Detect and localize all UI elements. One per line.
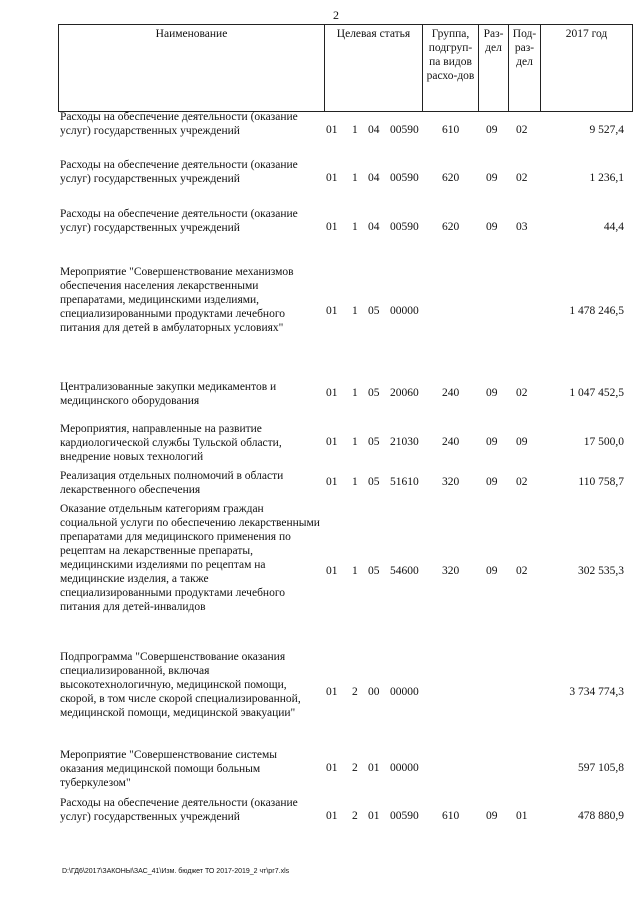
amount: 1 047 452,5 (569, 387, 624, 399)
subsection-code: 02 (516, 387, 528, 399)
group-code: 320 (442, 565, 460, 577)
subsection-code: 02 (516, 476, 528, 488)
amount: 597 105,8 (578, 762, 624, 774)
code-part-2: 2 (352, 686, 358, 698)
amount: 1 236,1 (589, 172, 624, 184)
code-part-3: 04 (368, 221, 380, 233)
header-group: Группа, подгруп-па видов расхо-дов (423, 25, 479, 112)
code-part-3: 04 (368, 172, 380, 184)
section-code: 09 (486, 565, 498, 577)
code-part-1: 01 (326, 221, 338, 233)
row-name: Централизованные закупки медикаментов и медицинского оборудования (60, 381, 277, 407)
code-part-1: 01 (326, 172, 338, 184)
code-part-3: 05 (368, 476, 380, 488)
section-code: 09 (486, 221, 498, 233)
code-part-2: 1 (352, 305, 358, 317)
subsection-code: 01 (516, 810, 528, 822)
code-part-3: 05 (368, 565, 380, 577)
header-year: 2017 год (541, 25, 633, 112)
row-name: Мероприятие "Совершенствование системы оказания медицинской помощи больным туберкулезом" (60, 749, 278, 789)
code-part-3: 04 (368, 124, 380, 136)
code-part-4: 00000 (390, 686, 419, 698)
row-name: Подпрограмма "Совершенствование оказания специализированной, включая высокотехнологичную, медицинской помощи, скорой, в том числе скорой специализированной, медицинской помощи, медицинской эвакуации" (60, 651, 301, 719)
code-part-1: 01 (326, 686, 338, 698)
amount: 478 880,9 (578, 810, 624, 822)
code-part-1: 01 (326, 476, 338, 488)
section-code: 09 (486, 810, 498, 822)
row-name: Расходы на обеспечение деятельности (оказание услуг) государственных учреждений (60, 111, 298, 137)
subsection-code: 02 (516, 565, 528, 577)
group-code: 620 (442, 172, 460, 184)
row-name: Мероприятия, направленные на развитие кардиологической службы Тульской области, внедрение новых технологий (60, 423, 282, 463)
section-code: 09 (486, 387, 498, 399)
code-part-2: 2 (352, 762, 358, 774)
amount: 17 500,0 (583, 436, 624, 448)
code-part-4: 20060 (390, 387, 419, 399)
row-name: Оказание отдельным категориям граждан социальной услуги по обеспечению лекарственными препаратами для медицинского применения по рецептам на лекарственные препараты, медицинскими изделиями по рецептам на медицинские изделия, а также специализированными продуктами лечебного питания для детей-инвалидов (60, 503, 320, 613)
code-part-2: 2 (352, 810, 358, 822)
amount: 3 734 774,3 (569, 686, 624, 698)
section-code: 09 (486, 476, 498, 488)
row-name: Расходы на обеспечение деятельности (оказание услуг) государственных учреждений (60, 159, 298, 185)
group-code: 620 (442, 221, 460, 233)
code-part-1: 01 (326, 762, 338, 774)
header-target-article: Целевая статья (325, 25, 423, 112)
code-part-2: 1 (352, 436, 358, 448)
code-part-2: 1 (352, 172, 358, 184)
code-part-4: 00590 (390, 172, 419, 184)
row-name: Мероприятие "Совершенствование механизмов обеспечения населения лекарственными препаратами, медицинскими изделиями, специализированными продуктами лечебного питания для детей в амбулаторных условиях" (60, 266, 294, 334)
code-part-4: 00590 (390, 221, 419, 233)
code-part-4: 51610 (390, 476, 419, 488)
code-part-2: 1 (352, 565, 358, 577)
row-name: Расходы на обеспечение деятельности (оказание услуг) государственных учреждений (60, 797, 298, 823)
header-subsection: Под-раз-дел (509, 25, 541, 112)
code-part-3: 00 (368, 686, 380, 698)
table-header (58, 24, 633, 112)
amount: 44,4 (603, 221, 624, 233)
code-part-2: 1 (352, 387, 358, 399)
code-part-2: 1 (352, 221, 358, 233)
code-part-3: 01 (368, 810, 380, 822)
code-part-1: 01 (326, 305, 338, 317)
code-part-1: 01 (326, 387, 338, 399)
group-code: 320 (442, 476, 460, 488)
section-code: 09 (486, 436, 498, 448)
subsection-code: 02 (516, 172, 528, 184)
code-part-4: 21030 (390, 436, 419, 448)
code-part-2: 1 (352, 476, 358, 488)
section-code: 09 (486, 124, 498, 136)
code-part-2: 1 (352, 124, 358, 136)
code-part-4: 00000 (390, 762, 419, 774)
code-part-4: 54600 (390, 565, 419, 577)
row-name: Реализация отдельных полномочий в области лекарственного обеспечения (60, 470, 284, 496)
header-name: Наименование (59, 25, 325, 112)
code-part-3: 05 (368, 387, 380, 399)
code-part-4: 00000 (390, 305, 419, 317)
code-part-4: 00590 (390, 810, 419, 822)
page-number: 2 (333, 8, 339, 22)
subsection-code: 02 (516, 124, 528, 136)
section-code: 09 (486, 172, 498, 184)
file-path-footer: D:\ГД6\2017\ЗАКОНЫ\ЗАС_41\Изм. бюджет ТО 2017-2019_2 чт\рг7.xls (62, 868, 290, 875)
subsection-code: 03 (516, 221, 528, 233)
code-part-1: 01 (326, 565, 338, 577)
amount: 302 535,3 (578, 565, 624, 577)
group-code: 240 (442, 436, 460, 448)
amount: 1 478 246,5 (569, 305, 624, 317)
row-name: Расходы на обеспечение деятельности (оказание услуг) государственных учреждений (60, 208, 298, 234)
code-part-1: 01 (326, 436, 338, 448)
group-code: 240 (442, 387, 460, 399)
amount: 110 758,7 (578, 476, 624, 488)
group-code: 610 (442, 810, 460, 822)
code-part-3: 01 (368, 762, 380, 774)
code-part-3: 05 (368, 305, 380, 317)
code-part-4: 00590 (390, 124, 419, 136)
amount: 9 527,4 (589, 124, 624, 136)
code-part-1: 01 (326, 810, 338, 822)
group-code: 610 (442, 124, 460, 136)
code-part-3: 05 (368, 436, 380, 448)
subsection-code: 09 (516, 436, 528, 448)
header-section: Раз-дел (479, 25, 509, 112)
code-part-1: 01 (326, 124, 338, 136)
